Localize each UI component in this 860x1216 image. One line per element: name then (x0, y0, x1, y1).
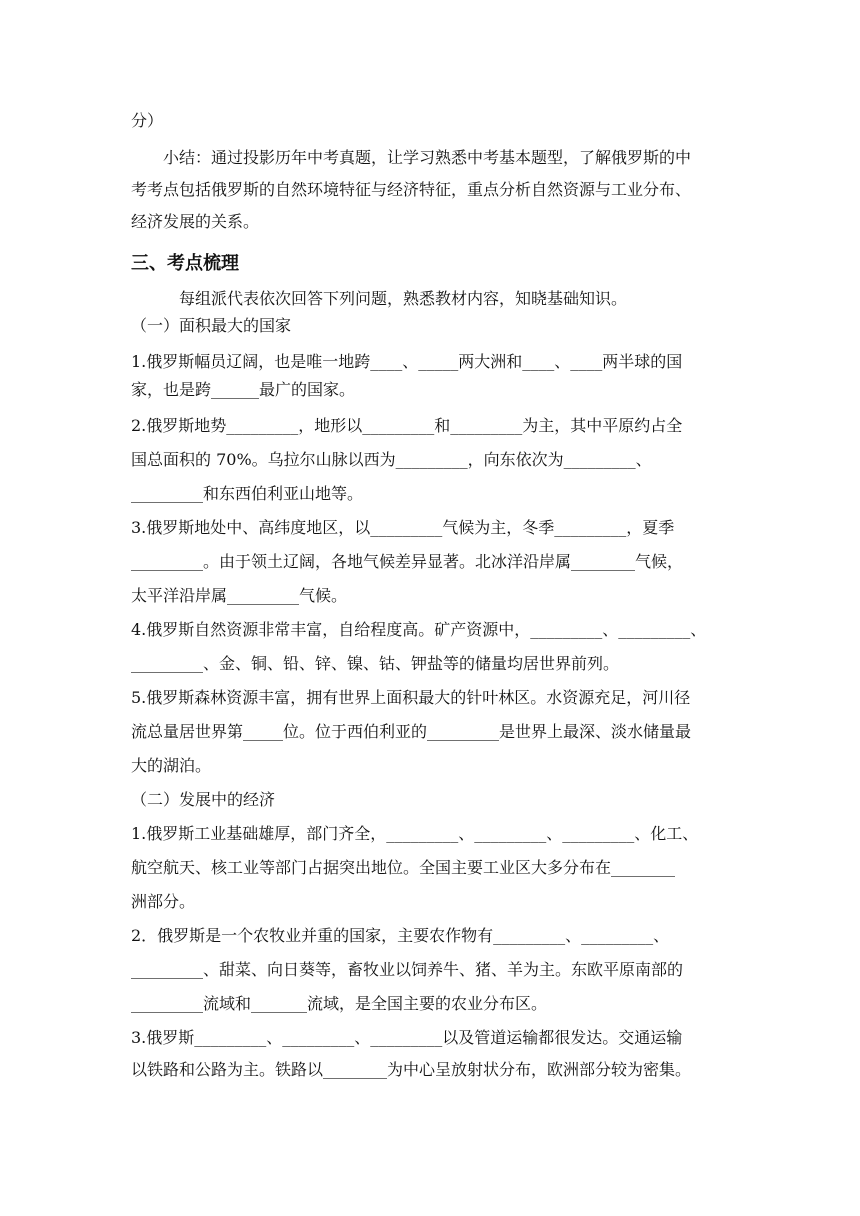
question-line: 2．俄罗斯是一个农牧业并重的国家，主要农作物有_________、_________、 (131, 926, 670, 945)
question-line: _________、金、铜、铅、锌、镍、钴、钾盐等的储量均居世界前列。 (131, 654, 620, 673)
question-line: 1.俄罗斯幅员辽阔，也是唯一地跨____、_____两大洲和____、____两半球的国 (131, 352, 683, 371)
question-line: 航空航天、核工业等部门占据突出地位。全国主要工业区大多分布在________ (131, 858, 676, 877)
question-line: _________。由于领土辽阔，各地气候差异显著。北冰洋沿岸属________气候， (131, 552, 684, 571)
question-line: _________流域和_______流域，是全国主要的农业分布区。 (131, 994, 548, 1013)
text-line: 分） (131, 111, 164, 130)
subsection-heading: （二）发展中的经济 (131, 790, 276, 809)
section-heading: 三、考点梳理 (131, 253, 239, 274)
question-line: 大的湖泊。 (131, 756, 212, 775)
question-line: 以铁路和公路为主。铁路以________为中心呈放射状分布，欧洲部分较为密集。 (131, 1060, 692, 1079)
question-line: 4.俄罗斯自然资源非常丰富，自给程度高。矿产资源中，_________、_________、 (131, 620, 707, 639)
question-line: 1.俄罗斯工业基础雄厚，部门齐全，_________、_________、_________、化工、 (131, 824, 699, 843)
question-line: _________和东西伯利亚山地等。 (131, 484, 364, 503)
summary-line: 经济发展的关系。 (131, 212, 260, 231)
instruction-line: 每组派代表依次回答下列问题，熟悉教材内容，知晓基础知识。 (131, 289, 628, 308)
question-line: 2.俄罗斯地势_________，地形以_________和_________为主，其中平原约占全 (131, 416, 683, 435)
question-line: 洲部分。 (131, 892, 196, 911)
subsection-heading: （一）面积最大的国家 (131, 316, 292, 335)
question-line: 5.俄罗斯森林资源丰富，拥有世界上面积最大的针叶林区。水资源充足，河川径 (131, 688, 691, 707)
question-line: 国总面积的 70%。乌拉尔山脉以西为_________，向东依次为_________、 (131, 450, 652, 469)
question-line: 太平洋沿岸属_________气候。 (131, 586, 348, 605)
summary-line: 考考点包括俄罗斯的自然环境特征与经济特征，重点分析自然资源与工业分布、 (131, 180, 692, 199)
question-line: 3.俄罗斯地处中、高纬度地区，以_________气候为主，冬季_________，夏季 (131, 518, 675, 537)
question-line: 3.俄罗斯_________、_________、_________以及管道运输都很发达。交通运输 (131, 1028, 683, 1047)
question-line: 流总量居世界第_____位。位于西伯利亚的_________是世界上最深、淡水储量最 (131, 722, 692, 741)
question-line: 家，也是跨______最广的国家。 (131, 380, 356, 399)
question-line: _________、甜菜、向日葵等，畜牧业以饲养牛、猪、羊为主。东欧平原南部的 (131, 960, 684, 979)
summary-line: 小结：通过投影历年中考真题，让学习熟悉中考基本题型，了解俄罗斯的中 (131, 148, 692, 167)
